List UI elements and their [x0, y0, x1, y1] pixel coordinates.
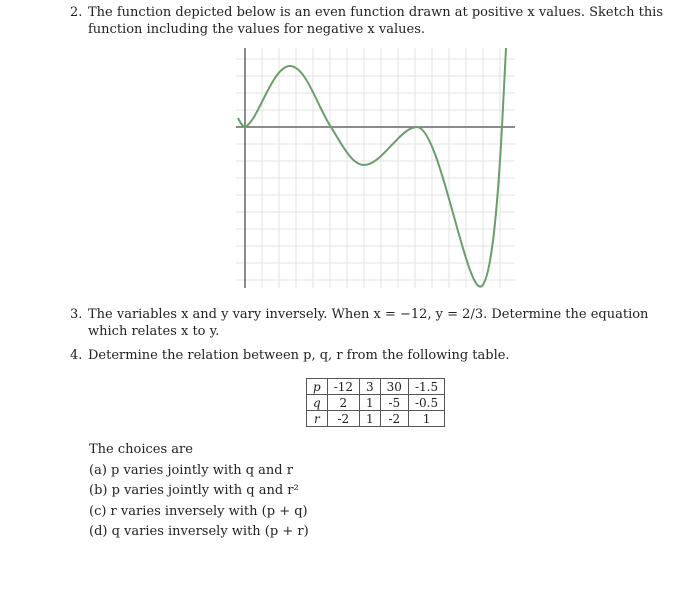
- choice-a: (a) p varies jointly with q and r: [89, 462, 293, 478]
- problem-text: The variables x and y vary inversely. When x = −12, y = 2/3. Determine the equation which relates x to y.: [88, 307, 649, 339]
- problem-text: Determine the relation between p, q, r from the following table.: [88, 348, 510, 363]
- choice-b: (b) p varies jointly with q and r²: [89, 483, 299, 498]
- choices-list: [89, 440, 309, 543]
- function-graph: [0, 0, 700, 300]
- table-cell: 1: [360, 411, 381, 427]
- choice-d: (d) q varies inversely with (p + r): [89, 524, 309, 539]
- table-cell: -5: [380, 395, 408, 411]
- table-cell: 1: [408, 411, 444, 427]
- table-row: [307, 411, 445, 427]
- table-cell: -1.5: [408, 379, 444, 395]
- table-row: [307, 379, 445, 395]
- table-cell: -2: [327, 411, 359, 427]
- problem-3: [70, 306, 670, 340]
- problem-number: 4.: [70, 348, 83, 363]
- table-cell: 2: [327, 395, 359, 411]
- table-cell: -12: [327, 379, 359, 395]
- table-cell: p: [307, 379, 328, 395]
- table-row: [307, 395, 445, 411]
- table-cell: -2: [380, 411, 408, 427]
- table-cell: r: [307, 411, 328, 427]
- table-cell: 30: [380, 379, 408, 395]
- table-cell: 1: [360, 395, 381, 411]
- graph-grid: [236, 48, 515, 288]
- table-cell: -0.5: [408, 395, 444, 411]
- choices-intro: The choices are: [89, 442, 193, 457]
- table-cell: 3: [360, 379, 381, 395]
- problem-4: [70, 347, 670, 364]
- problem-number: 3.: [70, 307, 83, 322]
- problem-text: The function depicted below is an even function drawn at positive x values. Sketch this function including the values for negative x values.: [88, 5, 664, 37]
- pqr-table: [306, 378, 445, 427]
- table-cell: q: [307, 395, 328, 411]
- problem-number: 2.: [70, 5, 83, 20]
- choice-c: (c) r varies inversely with (p + q): [89, 503, 308, 519]
